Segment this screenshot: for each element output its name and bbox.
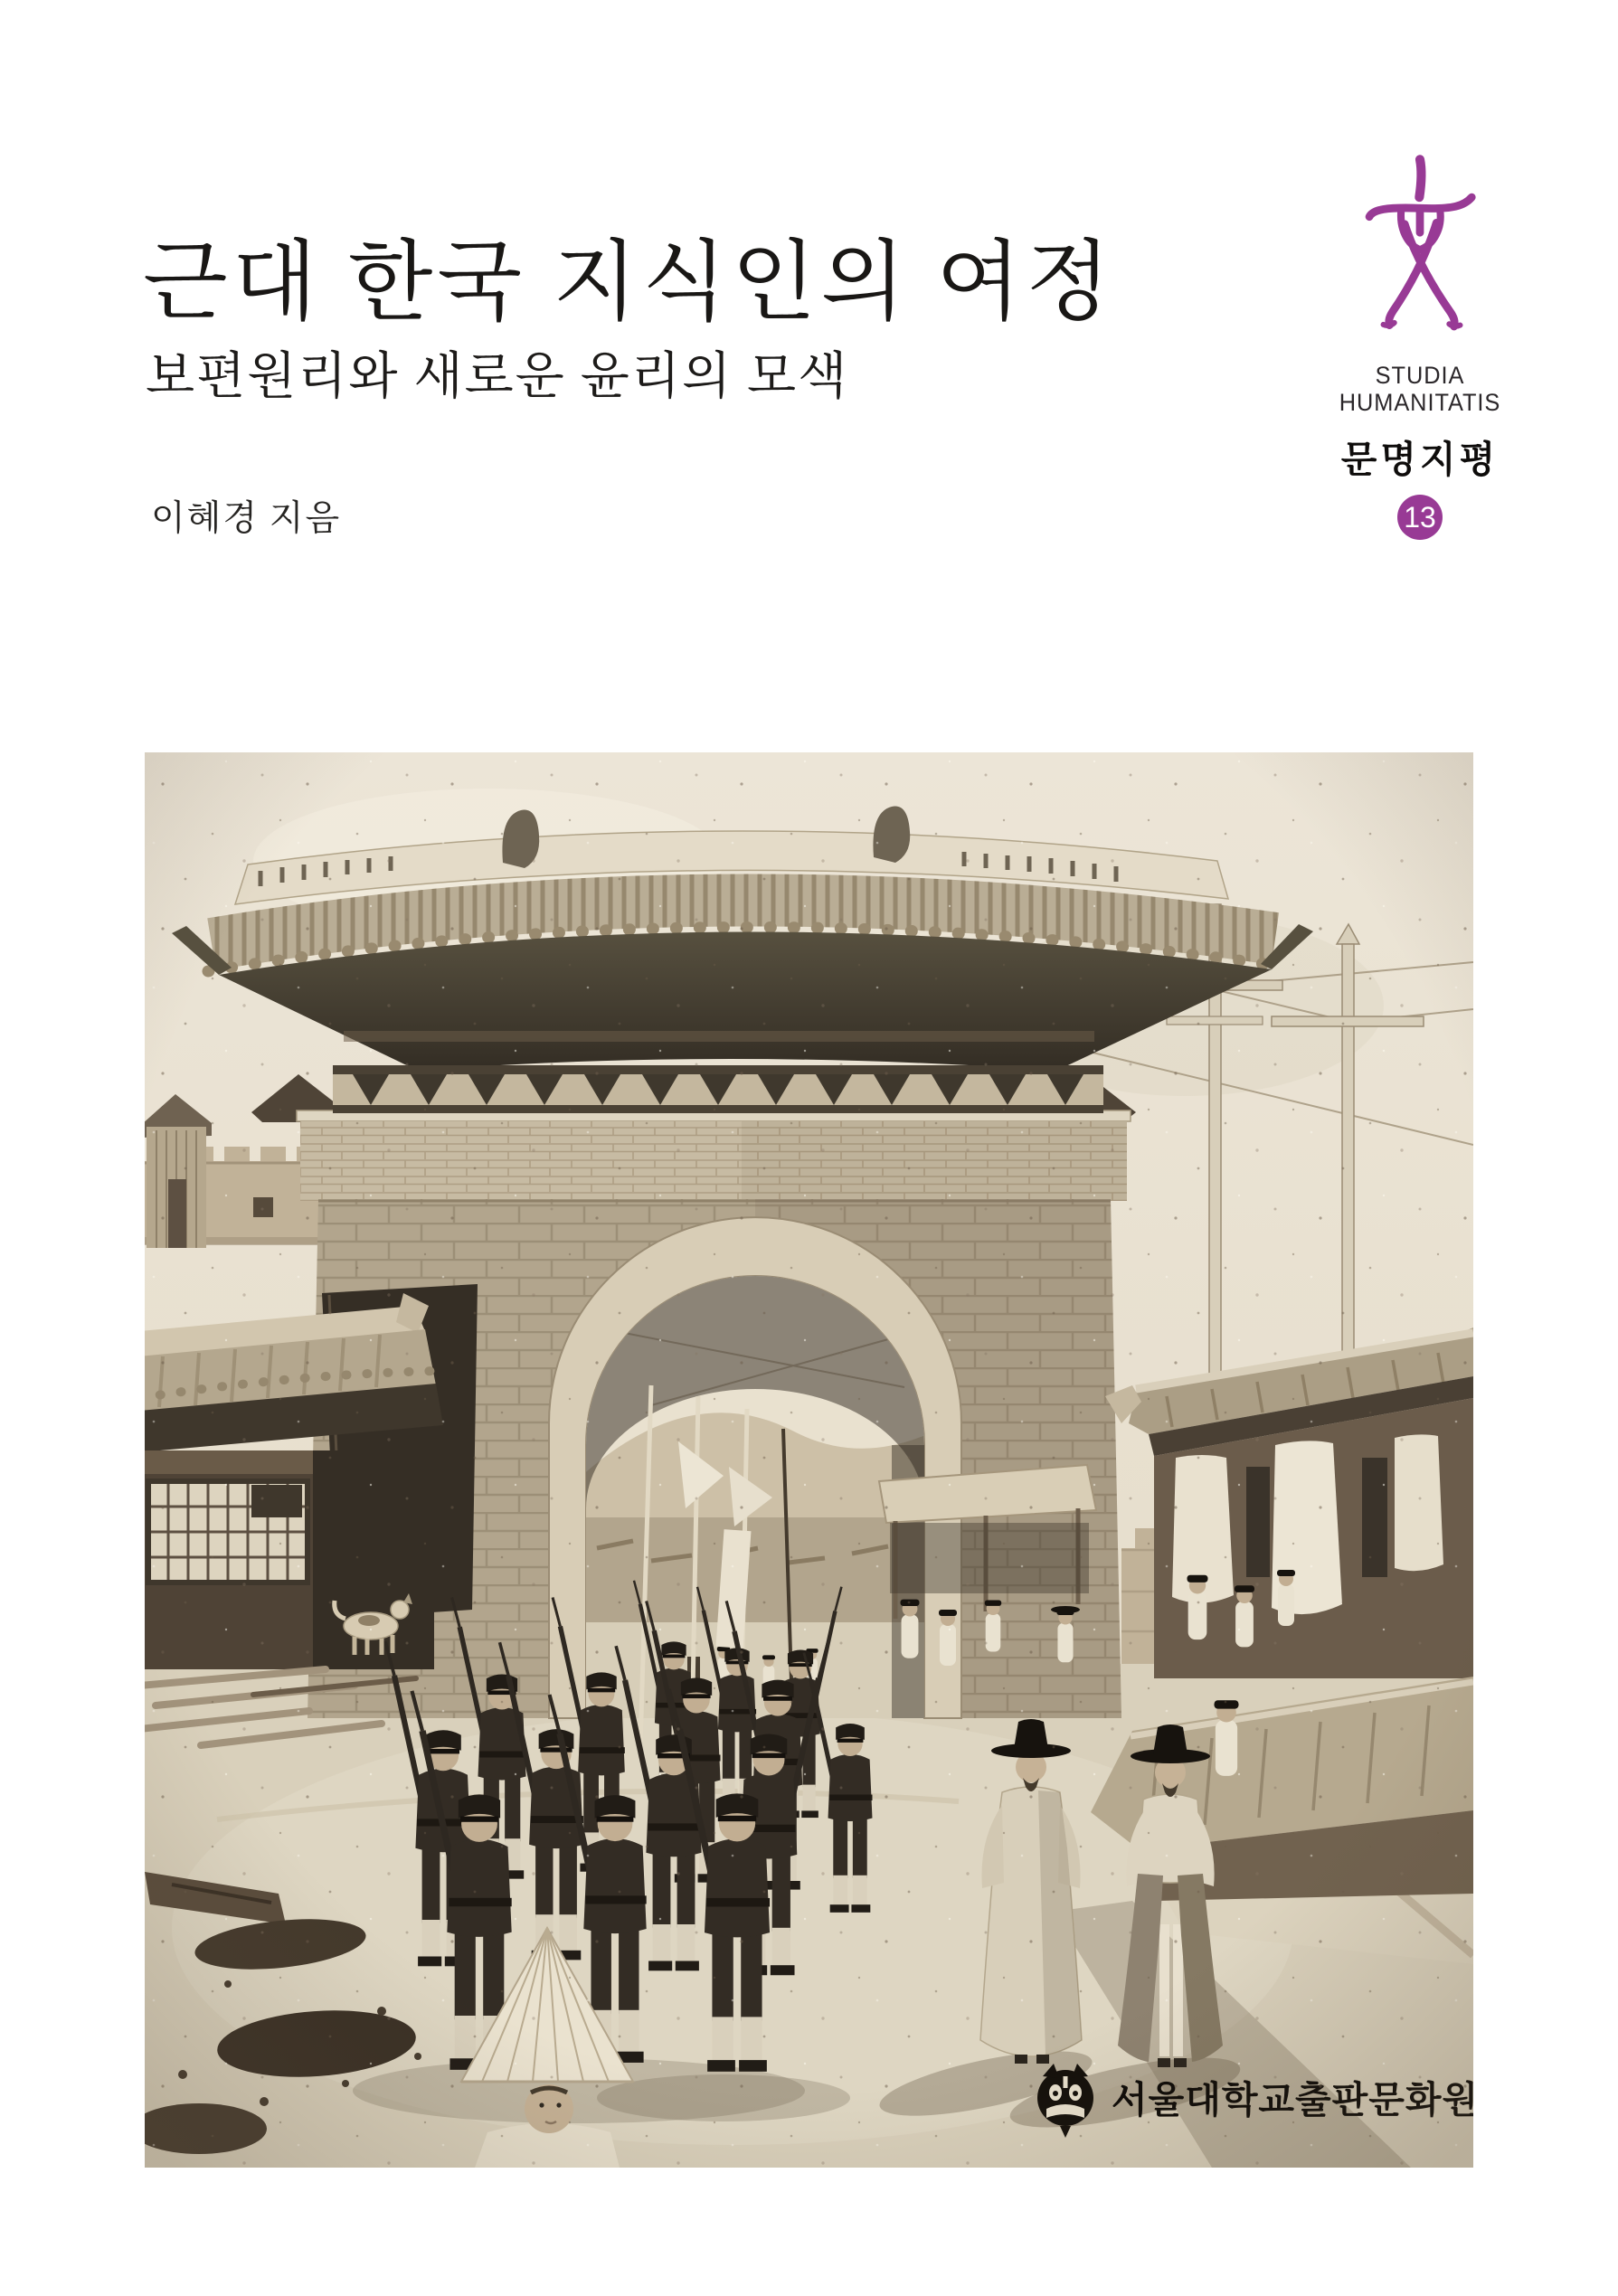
series-volume-badge [1397,495,1443,540]
cover-photo [145,752,1473,2168]
series-symbol-icon [1362,136,1478,353]
series-mark [1313,136,1527,540]
book-subtitle: 보편원리와 새로운 윤리의 모색 [146,349,849,406]
vignette-overlay [145,752,1473,2168]
series-latin-line1: STUDIA [1375,362,1465,389]
book-title: 근대 한국 지식인의 여정 [143,233,1115,331]
series-korean-name: 문명지평 [1340,439,1500,480]
series-volume-number: 13 [1404,500,1436,534]
author-line: 이혜경 지음 [151,499,342,538]
series-latin-line2: HUMANITATIS [1339,389,1501,416]
